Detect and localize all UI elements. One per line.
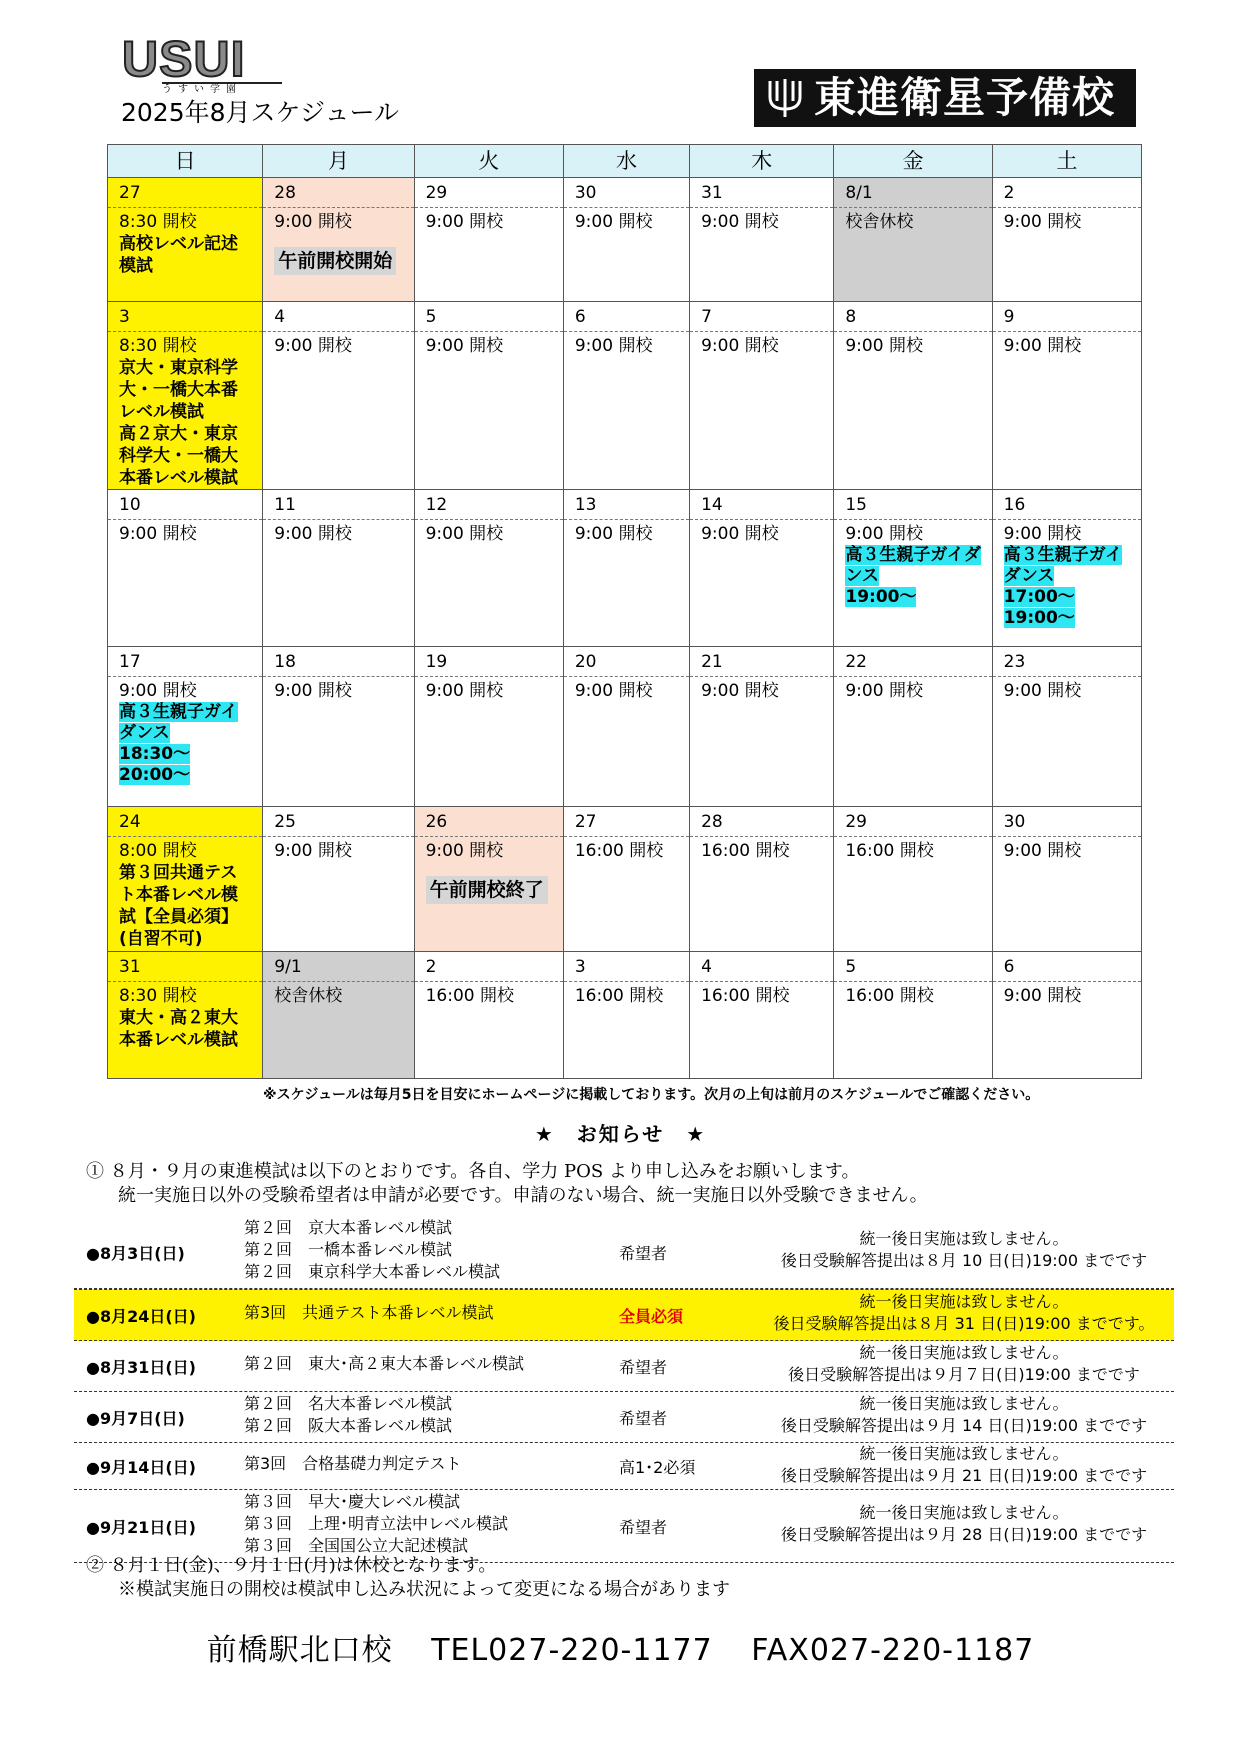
exam-target: 希望者 bbox=[619, 1518, 668, 1537]
day-content bbox=[119, 982, 262, 1051]
calendar-day-cell bbox=[992, 807, 1141, 952]
calendar-day-cell bbox=[414, 302, 563, 490]
calendar-week-row bbox=[108, 302, 1142, 490]
day-content bbox=[426, 332, 563, 357]
day-content bbox=[701, 208, 833, 233]
calendar-day-cell bbox=[263, 178, 414, 302]
opening-time: 9:00 開校 bbox=[701, 681, 779, 701]
usui-logo-subtitle: うすい学園 bbox=[162, 82, 282, 95]
calendar-day-cell bbox=[108, 490, 263, 647]
exam-name: 第３回 上理･明青立法中レベル模試 bbox=[244, 1514, 509, 1533]
day-content bbox=[845, 332, 991, 357]
day-content bbox=[119, 332, 262, 489]
morning-open-badge: 午前開校開始 bbox=[274, 247, 396, 275]
day-content bbox=[1004, 982, 1141, 1007]
day-number: 3 bbox=[564, 952, 689, 982]
guidance-highlight: ダンス bbox=[119, 723, 170, 743]
weekday-header-row bbox=[108, 145, 1142, 178]
calendar-day-cell bbox=[834, 178, 992, 302]
guidance-line bbox=[119, 702, 262, 723]
day-number: 30 bbox=[564, 178, 689, 208]
day-number: 17 bbox=[108, 647, 262, 677]
opening-time: 9:00 開校 bbox=[119, 524, 197, 544]
calendar-week-row bbox=[108, 490, 1142, 647]
day-number: 26 bbox=[415, 807, 563, 837]
morning-open-badge: 午前開校終了 bbox=[426, 876, 548, 904]
opening-time: 9:00 開校 bbox=[425, 524, 504, 544]
calendar-table bbox=[107, 144, 1142, 1079]
day-content bbox=[701, 982, 833, 1007]
exam-deadline-line: 統一後日実施は致しません。 bbox=[859, 1394, 1069, 1413]
toshin-logo-text: 東進衛星予備校 bbox=[814, 73, 1116, 122]
calendar-day-cell bbox=[108, 302, 263, 490]
event-text: ト本番レベル模 bbox=[119, 885, 238, 905]
exam-deadline-notice bbox=[754, 1291, 1174, 1335]
guidance-line bbox=[845, 566, 991, 587]
weekday-header: 金 bbox=[834, 145, 992, 178]
exam-name: 第２回 名大本番レベル模試 bbox=[244, 1394, 453, 1413]
day-number: 19 bbox=[415, 647, 563, 677]
guidance-highlight: 高３生親子ガイ bbox=[1003, 545, 1123, 565]
exam-target: 全員必須 bbox=[619, 1307, 684, 1326]
exam-date: ●8月24日(日) bbox=[86, 1307, 196, 1326]
guidance-line bbox=[845, 545, 991, 566]
day-number: 5 bbox=[415, 302, 563, 332]
fax-number: FAX027-220-1187 bbox=[751, 1633, 1035, 1668]
closure-notice bbox=[86, 1554, 730, 1602]
opening-time: 9:00 開校 bbox=[1003, 336, 1082, 356]
day-number: 28 bbox=[690, 807, 833, 837]
exam-row bbox=[74, 1216, 1174, 1289]
day-number: 8 bbox=[834, 302, 991, 332]
calendar-day-cell bbox=[563, 490, 689, 647]
guidance-highlight: 19:00〜 bbox=[1003, 608, 1075, 628]
day-number: 12 bbox=[415, 490, 563, 520]
day-number: 14 bbox=[690, 490, 833, 520]
guidance-highlight: 18:30〜 bbox=[119, 744, 191, 764]
opening-time: 9:00 開校 bbox=[1003, 524, 1082, 544]
exam-target: 高1･2必須 bbox=[619, 1458, 696, 1477]
guidance-line bbox=[1004, 587, 1141, 608]
exam-deadline-notice bbox=[754, 1502, 1174, 1546]
day-number: 16 bbox=[993, 490, 1141, 520]
calendar-day-cell bbox=[414, 807, 563, 952]
day-number: 2 bbox=[993, 178, 1141, 208]
day-number: 9/1 bbox=[263, 952, 413, 982]
guidance-line bbox=[1004, 566, 1141, 587]
opening-time: 8:30 開校 bbox=[119, 336, 197, 356]
exam-name: 第３回 早大･慶大レベル模試 bbox=[244, 1492, 461, 1511]
contact-info bbox=[0, 1625, 1241, 1669]
exam-target: 希望者 bbox=[619, 1358, 668, 1377]
closure-notice-line2: ※模試実施日の開校は模試申し込み状況によって変更になる場合があります bbox=[118, 1579, 730, 1600]
opening-time: 16:00 開校 bbox=[701, 841, 790, 861]
calendar-day-cell bbox=[563, 952, 689, 1079]
event-text: 第３回共通テス bbox=[119, 863, 238, 883]
school-name: 前橋駅北口校 bbox=[206, 1633, 393, 1668]
day-content bbox=[845, 520, 991, 608]
calendar-day-cell bbox=[263, 952, 414, 1079]
day-number: 4 bbox=[690, 952, 833, 982]
calendar-day-cell bbox=[108, 647, 263, 807]
guidance-line bbox=[119, 723, 262, 744]
event-text: レベル模試 bbox=[119, 402, 204, 422]
day-content bbox=[1004, 332, 1141, 357]
day-number: 2 bbox=[415, 952, 563, 982]
day-content bbox=[845, 982, 991, 1007]
exam-name: 第２回 一橋本番レベル模試 bbox=[244, 1240, 453, 1259]
day-number: 11 bbox=[263, 490, 413, 520]
opening-time: 9:00 開校 bbox=[274, 841, 352, 861]
exam-notice-line1: ① ８月・９月の東進模試は以下のとおりです。各自、学力 POS より申し込みをお願いします。 bbox=[86, 1161, 860, 1182]
calendar-day-cell bbox=[834, 302, 992, 490]
day-number: 31 bbox=[690, 178, 833, 208]
calendar-week-row bbox=[108, 647, 1142, 807]
day-number: 5 bbox=[834, 952, 991, 982]
exam-target: 希望者 bbox=[619, 1409, 668, 1428]
day-number: 4 bbox=[263, 302, 413, 332]
exam-target: 希望者 bbox=[619, 1244, 668, 1263]
opening-time: 16:00 開校 bbox=[574, 841, 664, 861]
exam-names bbox=[244, 1453, 462, 1475]
opening-time: 9:00 開校 bbox=[701, 212, 779, 232]
day-content bbox=[575, 208, 689, 233]
calendar-day-cell bbox=[690, 178, 834, 302]
day-content bbox=[575, 520, 689, 545]
day-number: 10 bbox=[108, 490, 262, 520]
calendar-day-cell bbox=[992, 647, 1141, 807]
opening-time: 9:00 開校 bbox=[701, 336, 779, 356]
usui-logo-mark: USUI bbox=[122, 31, 246, 87]
weekday-header: 水 bbox=[563, 145, 689, 178]
day-number: 3 bbox=[108, 302, 262, 332]
exam-date: ●9月21日(日) bbox=[86, 1518, 196, 1537]
exam-deadline-line: 統一後日実施は致しません。 bbox=[859, 1292, 1069, 1311]
opening-time: 9:00 開校 bbox=[425, 841, 504, 861]
calendar-week-row bbox=[108, 952, 1142, 1079]
guidance-line bbox=[845, 587, 991, 608]
calendar-day-cell bbox=[834, 952, 992, 1079]
exam-row bbox=[74, 1490, 1174, 1563]
notice-heading: ★ お知らせ ★ bbox=[534, 1122, 707, 1146]
day-number: 6 bbox=[993, 952, 1141, 982]
schedule-footnote: ※スケジュールは毎月5日を目安にホームページに掲載しております。次月の上旬は前月のスケジュールでご確認ください。 bbox=[263, 1087, 1040, 1103]
opening-time: 8:30 開校 bbox=[119, 986, 197, 1006]
exam-names bbox=[244, 1302, 494, 1324]
guidance-highlight: 19:00〜 bbox=[845, 587, 917, 607]
guidance-highlight: 20:00〜 bbox=[119, 765, 191, 785]
day-number: 28 bbox=[263, 178, 413, 208]
day-content bbox=[845, 837, 991, 862]
day-content bbox=[274, 332, 413, 357]
calendar-day-cell bbox=[108, 952, 263, 1079]
calendar-day-cell bbox=[414, 490, 563, 647]
calendar-day-cell bbox=[563, 302, 689, 490]
opening-time: 9:00 開校 bbox=[1003, 212, 1082, 232]
day-content bbox=[119, 837, 262, 950]
opening-time: 16:00 開校 bbox=[845, 986, 934, 1006]
exam-name: 第２回 京大本番レベル模試 bbox=[244, 1218, 453, 1237]
day-content bbox=[1004, 837, 1141, 862]
tel-number: TEL027-220-1177 bbox=[431, 1633, 713, 1668]
exam-deadline-line: 統一後日実施は致しません。 bbox=[859, 1503, 1069, 1522]
day-content bbox=[119, 520, 262, 545]
exam-deadline-line: 後日受験解答提出は９月 28 日(日)19:00 までです bbox=[780, 1525, 1148, 1544]
opening-time: 9:00 開校 bbox=[574, 336, 653, 356]
exam-deadline-line: 統一後日実施は致しません。 bbox=[859, 1343, 1069, 1362]
calendar-day-cell bbox=[690, 807, 834, 952]
exam-deadline-line: 統一後日実施は致しません。 bbox=[859, 1444, 1069, 1463]
calendar-day-cell bbox=[690, 952, 834, 1079]
opening-time: 9:00 開校 bbox=[425, 212, 504, 232]
calendar-day-cell bbox=[690, 302, 834, 490]
day-number: 31 bbox=[108, 952, 262, 982]
day-content bbox=[119, 677, 262, 786]
opening-time: 9:00 開校 bbox=[701, 524, 779, 544]
day-content bbox=[1004, 520, 1141, 629]
exam-deadline-line: 後日受験解答提出は８月 10 日(日)19:00 までです bbox=[780, 1251, 1148, 1270]
calendar-day-cell bbox=[414, 647, 563, 807]
calendar-day-cell bbox=[992, 302, 1141, 490]
day-content bbox=[845, 677, 991, 702]
exam-date: ●8月3日(日) bbox=[86, 1244, 185, 1263]
day-content bbox=[426, 677, 563, 702]
guidance-line bbox=[119, 765, 262, 786]
day-number: 6 bbox=[564, 302, 689, 332]
opening-time: 9:00 開校 bbox=[425, 336, 504, 356]
day-number: 15 bbox=[834, 490, 991, 520]
exam-list bbox=[74, 1216, 1174, 1563]
exam-notice bbox=[86, 1160, 928, 1208]
day-content bbox=[274, 520, 413, 545]
guidance-highlight: ンス bbox=[845, 566, 879, 586]
day-number: 29 bbox=[834, 807, 991, 837]
opening-time: 9:00 開校 bbox=[1003, 681, 1082, 701]
event-text: 本番レベル模試 bbox=[119, 468, 238, 488]
guidance-line bbox=[1004, 608, 1141, 629]
exam-deadline-notice bbox=[754, 1342, 1174, 1386]
exam-row bbox=[74, 1341, 1174, 1392]
event-text: 東大・高２東大 bbox=[119, 1008, 238, 1028]
opening-time: 9:00 開校 bbox=[274, 336, 352, 356]
day-number: 22 bbox=[834, 647, 991, 677]
toshin-logo bbox=[754, 69, 1136, 127]
day-number: 30 bbox=[993, 807, 1141, 837]
day-number: 8/1 bbox=[834, 178, 991, 208]
day-content bbox=[274, 208, 413, 275]
exam-name: 第３回 全国国公立大記述模試 bbox=[244, 1536, 469, 1555]
calendar-day-cell bbox=[834, 807, 992, 952]
guidance-highlight: 17:00〜 bbox=[1003, 587, 1075, 607]
opening-time: 9:00 開校 bbox=[1003, 986, 1082, 1006]
calendar-day-cell bbox=[263, 807, 414, 952]
event-text: 京大・東京科学 bbox=[119, 358, 238, 378]
day-content bbox=[701, 837, 833, 862]
exam-deadline-line: 後日受験解答提出は８月 31 日(日)19:00 までです。 bbox=[773, 1314, 1155, 1333]
exam-deadline-notice bbox=[754, 1443, 1174, 1487]
day-number: 27 bbox=[108, 178, 262, 208]
event-text: (自習不可) bbox=[119, 929, 203, 949]
opening-time: 9:00 開校 bbox=[574, 212, 653, 232]
exam-names bbox=[244, 1217, 500, 1283]
day-content bbox=[426, 837, 563, 904]
weekday-header: 月 bbox=[263, 145, 414, 178]
event-text: 試【全員必須】 bbox=[119, 907, 238, 927]
calendar-day-cell bbox=[992, 178, 1141, 302]
day-number: 23 bbox=[993, 647, 1141, 677]
day-content bbox=[274, 677, 413, 702]
day-content bbox=[575, 677, 689, 702]
opening-time: 16:00 開校 bbox=[701, 986, 790, 1006]
exam-row bbox=[74, 1392, 1174, 1443]
opening-time: 16:00 開校 bbox=[425, 986, 514, 1006]
closure-notice-line1: ② ８月１日(金)、９月１日(月)は休校となります。 bbox=[86, 1555, 497, 1576]
day-content bbox=[274, 982, 413, 1007]
calendar-day-cell bbox=[563, 647, 689, 807]
opening-time: 9:00 開校 bbox=[425, 681, 504, 701]
day-number: 7 bbox=[690, 302, 833, 332]
guidance-highlight: 高３生親子ガイダ bbox=[845, 545, 981, 565]
opening-time: 16:00 開校 bbox=[574, 986, 664, 1006]
day-number: 9 bbox=[993, 302, 1141, 332]
day-content bbox=[845, 208, 991, 233]
day-content bbox=[575, 332, 689, 357]
exam-deadline-line: 後日受験解答提出は９月 21 日(日)19:00 までです bbox=[780, 1466, 1148, 1485]
weekday-header: 土 bbox=[992, 145, 1141, 178]
event-text: 本番レベル模試 bbox=[119, 1030, 238, 1050]
calendar-day-cell bbox=[690, 490, 834, 647]
calendar-day-cell bbox=[263, 302, 414, 490]
opening-time: 8:00 開校 bbox=[119, 841, 197, 861]
exam-date: ●9月14日(日) bbox=[86, 1458, 196, 1477]
exam-names bbox=[244, 1491, 508, 1557]
event-text: 科学大・一橋大 bbox=[119, 446, 238, 466]
day-content bbox=[426, 982, 563, 1007]
weekday-header: 日 bbox=[108, 145, 263, 178]
calendar-week-row bbox=[108, 178, 1142, 302]
opening-time: 16:00 開校 bbox=[845, 841, 934, 861]
day-number: 25 bbox=[263, 807, 413, 837]
exam-name: 第２回 東京科学大本番レベル模試 bbox=[244, 1262, 501, 1281]
event-text: 高２京大・東京 bbox=[119, 424, 238, 444]
day-content bbox=[1004, 208, 1141, 233]
opening-time: 9:00 開校 bbox=[574, 524, 653, 544]
calendar-day-cell bbox=[834, 647, 992, 807]
guidance-highlight: ダンス bbox=[1003, 566, 1055, 586]
opening-time: 9:00 開校 bbox=[274, 681, 352, 701]
event-text: 高校レベル記述 bbox=[119, 234, 238, 254]
opening-time: 9:00 開校 bbox=[845, 336, 923, 356]
calendar-day-cell bbox=[108, 178, 263, 302]
opening-time: 8:30 開校 bbox=[119, 212, 197, 232]
usui-logo bbox=[122, 31, 284, 95]
calendar-day-cell bbox=[108, 807, 263, 952]
calendar-day-cell bbox=[563, 178, 689, 302]
day-content bbox=[701, 520, 833, 545]
calendar-day-cell bbox=[263, 647, 414, 807]
page-title: 2025年8月スケジュール bbox=[121, 98, 400, 127]
calendar-body bbox=[108, 178, 1142, 1079]
exam-row bbox=[74, 1443, 1174, 1490]
event-text: 大・一橋大本番 bbox=[119, 380, 238, 400]
day-number: 29 bbox=[415, 178, 563, 208]
guidance-line bbox=[1004, 545, 1141, 566]
exam-name: 第２回 東大･高２東大本番レベル模試 bbox=[244, 1354, 525, 1373]
day-content bbox=[575, 982, 689, 1007]
exam-deadline-line: 統一後日実施は致しません。 bbox=[859, 1229, 1069, 1248]
day-number: 24 bbox=[108, 807, 262, 837]
day-content bbox=[426, 208, 563, 233]
toshin-emblem-icon bbox=[762, 75, 808, 121]
exam-date: ●9月7日(日) bbox=[86, 1409, 185, 1428]
exam-deadline-line: 後日受験解答提出は９月７日(日)19:00 までです bbox=[788, 1365, 1140, 1384]
calendar-day-cell bbox=[992, 952, 1141, 1079]
exam-deadline-notice bbox=[754, 1393, 1174, 1437]
day-content bbox=[701, 332, 833, 357]
calendar-week-row bbox=[108, 807, 1142, 952]
day-content bbox=[274, 837, 413, 862]
exam-deadline-notice bbox=[754, 1228, 1174, 1272]
calendar-day-cell bbox=[992, 490, 1141, 647]
day-number: 18 bbox=[263, 647, 413, 677]
exam-date: ●8月31日(日) bbox=[86, 1358, 196, 1377]
weekday-header: 火 bbox=[414, 145, 563, 178]
opening-time: 9:00 開校 bbox=[1003, 841, 1082, 861]
day-content bbox=[701, 677, 833, 702]
guidance-highlight: 高３生親子ガイ bbox=[119, 702, 238, 722]
exam-name: 第3回 共通テスト本番レベル模試 bbox=[244, 1303, 494, 1322]
day-number: 13 bbox=[564, 490, 689, 520]
calendar-day-cell bbox=[834, 490, 992, 647]
opening-time: 9:00 開校 bbox=[274, 524, 352, 544]
opening-time: 校舎休校 bbox=[274, 986, 343, 1006]
exam-names bbox=[244, 1393, 452, 1437]
calendar-day-cell bbox=[414, 952, 563, 1079]
guidance-line bbox=[119, 744, 262, 765]
day-number: 27 bbox=[564, 807, 689, 837]
opening-time: 9:00 開校 bbox=[845, 681, 923, 701]
day-content bbox=[1004, 677, 1141, 702]
exam-name: 第3回 合格基礎力判定テスト bbox=[244, 1454, 462, 1473]
opening-time: 9:00 開校 bbox=[274, 212, 352, 232]
day-content bbox=[575, 837, 689, 862]
exam-name: 第２回 阪大本番レベル模試 bbox=[244, 1416, 453, 1435]
calendar-day-cell bbox=[563, 807, 689, 952]
exam-notice-line2: 統一実施日以外の受験希望者は申請が必要です。申請のない場合、統一実施日以外受験できません。 bbox=[118, 1185, 928, 1206]
weekday-header: 木 bbox=[690, 145, 834, 178]
exam-deadline-line: 後日受験解答提出は９月 14 日(日)19:00 までです bbox=[780, 1416, 1148, 1435]
exam-names bbox=[244, 1353, 524, 1375]
day-number: 20 bbox=[564, 647, 689, 677]
day-content bbox=[119, 208, 262, 277]
day-number: 21 bbox=[690, 647, 833, 677]
calendar-day-cell bbox=[414, 178, 563, 302]
opening-time: 9:00 開校 bbox=[574, 681, 653, 701]
day-content bbox=[426, 520, 563, 545]
opening-time: 校舎休校 bbox=[845, 212, 914, 232]
opening-time: 9:00 開校 bbox=[119, 681, 197, 701]
exam-row bbox=[74, 1289, 1174, 1341]
opening-time: 9:00 開校 bbox=[845, 524, 923, 544]
calendar-day-cell bbox=[263, 490, 414, 647]
calendar-day-cell bbox=[690, 647, 834, 807]
event-text: 模試 bbox=[119, 256, 153, 276]
